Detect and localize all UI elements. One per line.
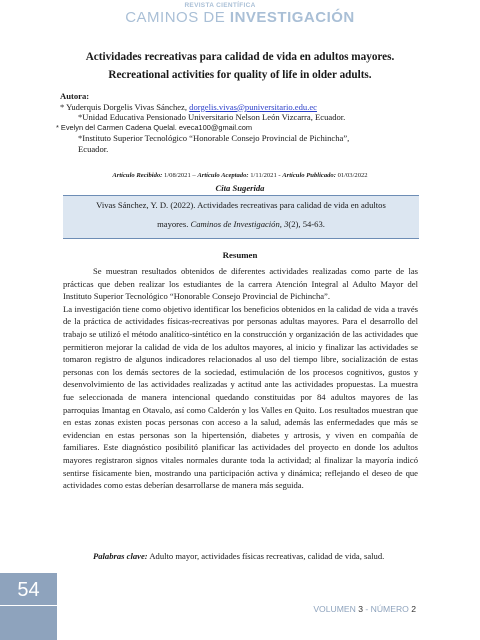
- citation-journal: Caminos de Investigación, 3: [190, 219, 289, 229]
- author-1-affiliation: *Unidad Educativa Pensionado Universitario Nelson León Vizcarra, Ecuador.: [78, 112, 346, 122]
- journal-name-small: REVISTA CIENTÍFICA: [184, 2, 256, 9]
- author-2: * Evelyn del Carmen Cadena Quelal. eveca100@gmail.com: [56, 122, 253, 132]
- received-label: Artículo Recibido:: [112, 172, 163, 179]
- authors-block: [56, 91, 440, 154]
- keywords: [63, 551, 418, 561]
- page-number: 54: [0, 573, 57, 640]
- authors-label: Autora:: [60, 91, 90, 101]
- author-2-affiliation: *Instituto Superior Tecnológico “Honorable Consejo Provincial de Pichincha”,: [78, 133, 350, 143]
- published-label: Artículo Publicado:: [282, 172, 336, 179]
- article-title-english: Recreational activities for quality of life in older adults.: [108, 69, 372, 81]
- journal-name: [0, 10, 480, 26]
- volume-label: VOLUMEN: [313, 604, 359, 614]
- journal-header: [0, 2, 480, 26]
- abstract-paragraph-2: La investigación tiene como objetivo identificar los beneficios obtenidos en la calidad de vida a través de la práctica de actividades físicas-recreativas por personas adultas mayores. Para el desarrollo del trabajo se utilizó el método analítico-sintético en la construcción y organización de las actividades que permitieron mejorar la calidad de vida de los adultos mayores, al inicio y finalizar las actividades se tomaron registro de algunos indicadores relacionados al uso del tiempo libre, socialización de estas personas con los demás sectores de la sociedad, estimulación de los procesos cognitivos, gustos y desenvolvimiento de las actividades realizadas y actitud ante las actividades propuestas. La muestra fue seleccionada de manera intencional quedando constituidas por 84 adultos mayores de las parroquias Imantag en Otavalo, así como Calderón y los Valles en Quito. Los resultados muestran que en estas zonas existen pocas personas con acceso a la salud, además las enfermedades que más se evidencian en estas personas son la hipertensión, diabetes y artrosis, y viven en compañía de familiares. Este diagnóstico posibilitó planificar las actividades del proyecto en donde los adultos mayores registraron signos vitales normales durante toda la actividad; al finalizar la mayoría indicó sentirse físicamente bien, mostrando una participación activa y dinámica; reflejando el deseo de que actividades como estas deberían desarrollarse de manera más seguida.: [63, 303, 418, 491]
- footer-volume: [313, 604, 416, 614]
- abstract-paragraph-1: Se muestran resultados obtenidos de diferentes actividades realizadas como parte de las prácticas que deben realizar los estudiantes de la carrera Atención Integral al Adulto Mayor del Instituto Superior Tecnológico “Honorable Consejo Provincial de Pichincha”.: [63, 266, 418, 302]
- citation-line-2-end: (2), 54-63.: [288, 219, 325, 229]
- citation-line-2: [63, 215, 419, 234]
- keywords-text: Adulto mayor, actividades físicas recreativas, calidad de vida, salud.: [147, 551, 385, 561]
- accepted-label: Artículo Aceptado:: [197, 172, 249, 179]
- citation-box: [63, 195, 419, 239]
- author-1-email-link[interactable]: dorgelis.vivas@puniversitario.edu.ec: [189, 101, 317, 112]
- article-dates: [0, 172, 480, 179]
- number-label: - NÚMERO: [363, 604, 412, 614]
- citation-line-2-start: mayores.: [157, 219, 191, 229]
- abstract-heading: Resumen: [222, 250, 258, 260]
- author-2-country: Ecuador.: [78, 143, 109, 154]
- article-title-spanish: Actividades recreativas para calidad de vida en adultos mayores.: [85, 51, 395, 63]
- published-date: 01/03/2022: [335, 172, 368, 179]
- accepted-date: 1/11/2021 -: [248, 172, 283, 179]
- author-1: [60, 102, 440, 113]
- keywords-label: Palabras clave:: [93, 551, 148, 561]
- received-date: 1/08/2021 –: [162, 172, 198, 179]
- issue-number: 2: [411, 604, 416, 614]
- author-1-name: * Yuderquis Dorgelis Vivas Sánchez,: [60, 101, 190, 112]
- abstract-body: [63, 265, 418, 492]
- journal-name-part1: CAMINOS DE: [125, 9, 230, 26]
- citation-title: Cita Sugerida: [215, 183, 265, 193]
- volume-number: 3: [358, 604, 363, 614]
- journal-name-part2: INVESTIGACIÓN: [229, 9, 355, 26]
- citation-line-1: Vivas Sánchez, Y. D. (2022). Actividades recreativas para calidad de vida en adultos: [96, 200, 386, 210]
